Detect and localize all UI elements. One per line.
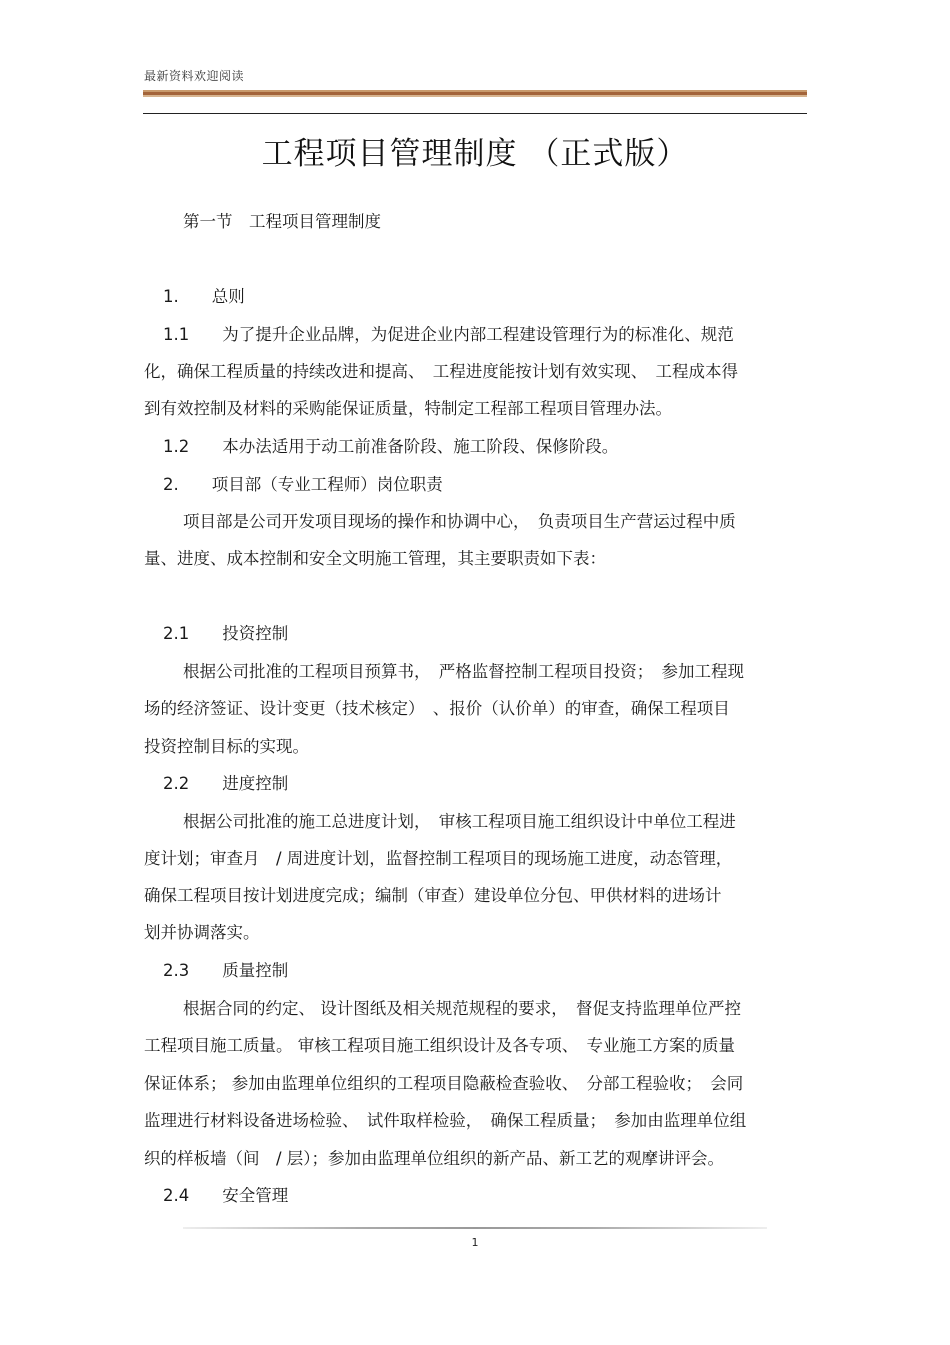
paragraph-line: 监理进行材料设备进场检验、 试件取样检验， 确保工程质量； 参加由监理单位组 [144, 1111, 747, 1130]
paragraph-line: 确保工程项目按计划进度完成；编制（审查）建设单位分包、甲供材料的进场计 [144, 886, 722, 905]
header-divider [143, 113, 807, 114]
heading-duties: 2. 项目部（专业工程师）岗位职责 [163, 475, 443, 494]
paragraph-line: 1.1 为了提升企业品牌，为促进企业内部工程建设管理行为的标准化、规范 [163, 325, 734, 344]
footer-divider [183, 1227, 767, 1229]
heading-quality-control: 2.3 质量控制 [163, 961, 289, 980]
page-number: 1 [471, 1236, 479, 1249]
document-title: 工程项目管理制度 （正式版） [261, 136, 689, 172]
paragraph-line: 投资控制目标的实现。 [144, 737, 309, 756]
running-header: 最新资料欢迎阅读 [144, 69, 245, 83]
paragraph-line: 1.2 本办法适用于动工前准备阶段、施工阶段、保修阶段。 [163, 437, 619, 456]
paragraph-line: 项目部是公司开发项目现场的操作和协调中心， 负责项目生产营运过程中质 [183, 512, 736, 531]
header-decorative-rule [143, 90, 807, 97]
paragraph-line: 根据合同的约定、 设计图纸及相关规范规程的要求， 督促支持监理单位严控 [183, 999, 741, 1018]
paragraph-line: 场的经济签证、设计变更（技术核定） 、报价（认价单）的审查，确保工程项目 [144, 699, 730, 718]
paragraph-line: 度计划；审查月 / 周进度计划，监督控制工程项目的现场施工进度，动态管理， [144, 849, 733, 868]
heading-investment-control: 2.1 投资控制 [163, 624, 289, 643]
paragraph-line: 根据公司批准的工程项目预算书， 严格监督控制工程项目投资； 参加工程现 [183, 662, 744, 681]
paragraph-line: 根据公司批准的施工总进度计划， 审核工程项目施工组织设计中单位工程进 [183, 812, 736, 831]
paragraph-line: 织的样板墙（间 / 层）；参加由监理单位组织的新产品、新工艺的观摩讲评会。 [144, 1149, 725, 1168]
section-heading: 第一节 工程项目管理制度 [183, 212, 381, 231]
heading-schedule-control: 2.2 进度控制 [163, 774, 289, 793]
paragraph-line: 到有效控制及材料的采购能保证质量，特制定工程部工程项目管理办法。 [144, 399, 672, 418]
paragraph-line: 量、进度、成本控制和安全文明施工管理，其主要职责如下表： [144, 549, 606, 568]
heading-safety-management: 2.4 安全管理 [163, 1186, 289, 1205]
paragraph-line: 保证体系； 参加由监理单位组织的工程项目隐蔽检查验收、 分部工程验收； 会同 [144, 1074, 744, 1093]
heading-general: 1. 总则 [163, 287, 245, 306]
paragraph-line: 工程项目施工质量。 审核工程项目施工组织设计及各专项、 专业施工方案的质量 [144, 1036, 735, 1055]
paragraph-line: 划并协调落实。 [144, 923, 260, 942]
paragraph-line: 化，确保工程质量的持续改进和提高、 工程进度能按计划有效实现、 工程成本得 [144, 362, 738, 381]
